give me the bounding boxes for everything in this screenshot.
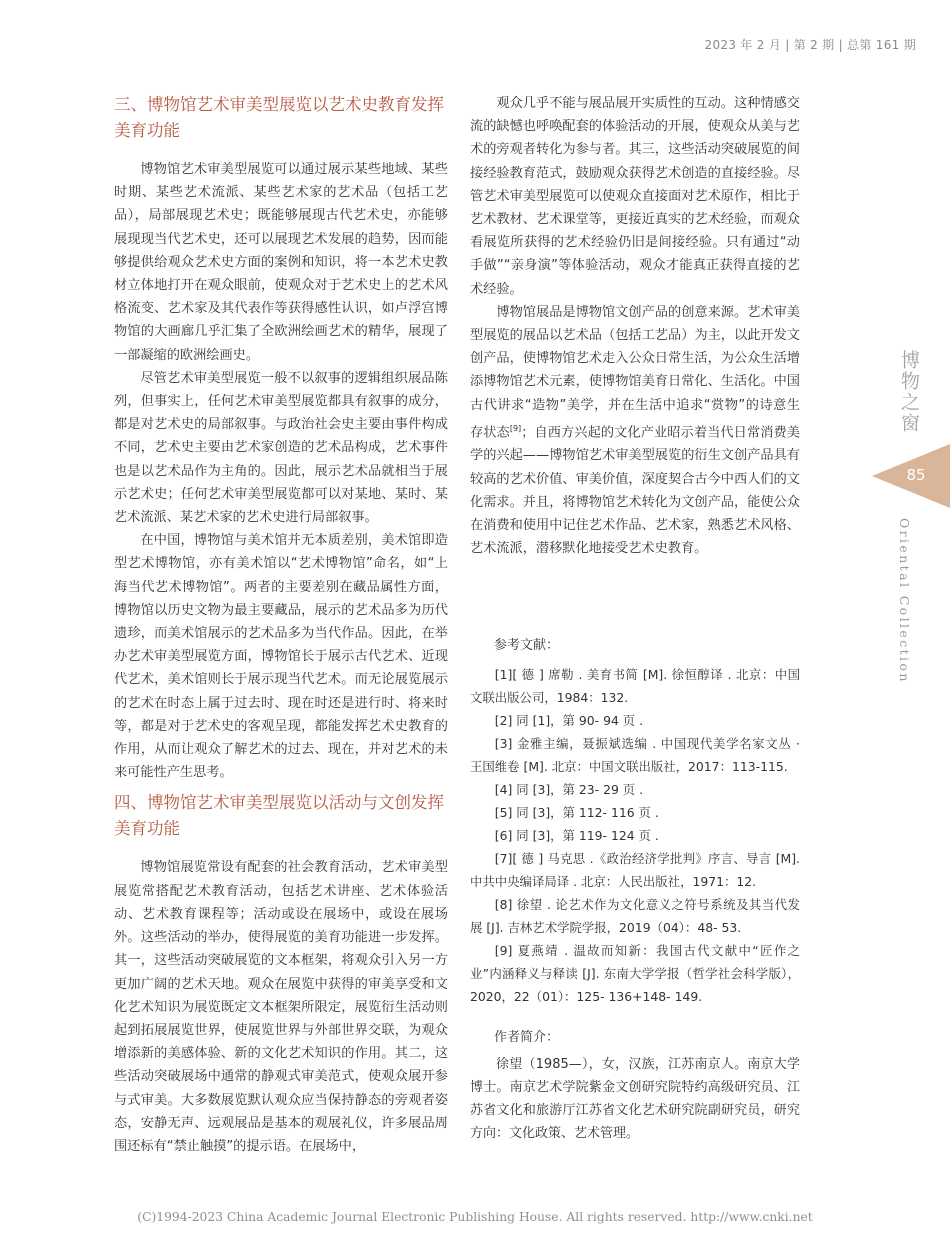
magazine-name-en: Oriental Collection: [897, 518, 912, 684]
section-4-title: 四、博物馆艺术审美型展览以活动与文创发挥美育功能: [114, 793, 444, 839]
reference-item: [5] 同 [3]，第 112- 116 页 .: [494, 805, 659, 821]
author-bio-title: 作者简介：: [494, 1030, 560, 1046]
reference-list: [470, 663, 800, 1008]
reference-item: [7][ 德 ] 马克思 .《政治经济学批判》序言、导言 [M]. 中共中央编译局译 . 北京：人民出版社，1971：12.: [470, 851, 800, 890]
paragraph: [470, 301, 800, 561]
paragraph: 观众几乎不能与展品展开实质性的互动。这种情感交流的缺憾也呼唤配套的体验活动的开展，使观众从美与艺术的旁观者转化为参与者。其三，这些活动突破展览的间接经验教育范式，鼓励观众获得艺术创造的直接经验。尽管艺术审美型展览可以使观众直接面对艺术原作，相比于艺术教材、艺术课堂等，更接近真实的艺术经验，而观众看展览所获得的艺术经验仍旧是间接经验。只有通过“动手做”“亲身演”等体验活动，观众才能真正获得直接的艺术经验。: [470, 96, 800, 297]
references-title: 参考文献：: [494, 638, 560, 654]
issue-header: 2023 年 2 月 | 第 2 期 | 总第 161 期: [704, 38, 916, 52]
magazine-name-cn: 博物之窗: [898, 350, 920, 434]
paragraph-text: 博物馆展品是博物馆文创产品的创意来源。艺术审美型展览的展品以艺术品（包括工艺品）为主，以此开发文创产品，使博物馆艺术走入公众日常生活，为公众生活增添博物馆艺术元素，使博物馆美育日常化、生活化。中国古代讲求“造物”美学，并在生活中追求“赏物”的诗意生存状态: [470, 304, 800, 441]
section-3-title: 三、博物馆艺术审美型展览以艺术史教育发挥美育功能: [114, 95, 444, 140]
citation-marker: [9]: [509, 423, 522, 433]
paragraph-text: ；自西方兴起的文化产业昭示着当代日常消费美学的兴起——博物馆艺术审美型展览的衍生文创产品具有较高的艺术价值、审美价值，深度契合古今中西人们的文化需求。并且，将博物馆艺术转化为文创产品，能使公众在消费和使用中记住艺术作品、艺术家，熟悉艺术风格、艺术流派，潜移默化地接受艺术史教育。: [470, 425, 800, 557]
copyright-footer: (C)1994-2023 China Academic Journal Electronic Publishing House. All rights reserved. http://www.cnki.net: [137, 1210, 813, 1224]
reference-item: [4] 同 [3]，第 23- 29 页 .: [494, 782, 644, 798]
page-number: 85: [906, 466, 926, 484]
right-column: [470, 92, 800, 1145]
left-column: [114, 92, 448, 1158]
reference-item: [3] 金雅主编，聂振斌选编 . 中国现代美学名家文丛 · 王国维卷 [M]. 北京：中国文联出版社，2017：113-115.: [470, 736, 800, 775]
paragraph: 博物馆展览常设有配套的社会教育活动，艺术审美型展览常搭配艺术教育活动，包括艺术讲座、艺术体验活动、艺术教育课程等；活动或设在展场中，或设在展场外。这些活动的举办，使得展览的美育功能进一步发挥。其一，这些活动突破展览的文本框架，将观众引入另一方更加广阔的艺术天地。观众在展览中获得的审美享受和文化艺术知识为展览既定文本框架所限定，展览衍生活动则起到拓展展览世界，使展览世界与外部世界交联，为观众增添新的美感体验、新的文化艺术知识的作用。其二，这些活动突破展场中通常的静观式审美范式，使观众展开参与式审美。大多数展览默认观众应当保持静态的旁观者姿态，安静无声、远观展品是基本的观展礼仪，许多展品周围还标有“禁止触摸”的提示语。在展场中，: [114, 860, 448, 1154]
paragraph: 博物馆艺术审美型展览可以通过展示某些地域、某些时期、某些艺术流派、某些艺术家的艺术品（包括工艺品），局部展现艺术史；既能够展现古代艺术史，亦能够展现现当代艺术史，还可以展现艺术发展的趋势，因而能够提供给观众艺术史方面的案例和知识，将一本艺术史教材立体地打开在观众眼前，使观众对于艺术史上的艺术风格流变、艺术家及其代表作等获得感性认识，如卢浮宫博物馆的大画廊几乎汇集了全欧洲绘画艺术的精华，展现了一部凝缩的欧洲绘画史。: [114, 162, 448, 363]
reference-item: [6] 同 [3]，第 119- 124 页 .: [494, 828, 659, 844]
paragraph: 在中国，博物馆与美术馆并无本质差别，美术馆即造型艺术博物馆，亦有美术馆以“艺术博物馆”命名，如“上海当代艺术博物馆”。两者的主要差别在藏品属性方面，博物馆以历史文物为最主要藏品，展示的艺术品多为历代遗珍，而美术馆展示的艺术品多为当代作品。因此，在举办艺术审美型展览方面，博物馆长于展示古代艺术、近现代艺术，美术馆则长于展示现当代艺术。而无论展览展示的艺术在时态上属于过去时、现在时还是进行时、将来时等，都是对于艺术史的客观呈现，都能发挥艺术史教育的作用，从而让观众了解艺术的过去、现在，并对艺术的未来可能性产生思考。: [114, 533, 448, 781]
reference-item: [2] 同 [1]，第 90- 94 页 .: [494, 713, 644, 729]
reference-item: [1][ 德 ] 席勒 . 美育书简 [M]. 徐恒醇译 . 北京：中国文联出版公司，1984：132.: [470, 667, 800, 706]
reference-item: [8] 徐望 . 论艺术作为文化意义之符号系统及其当代发展 [J]. 吉林艺术学院学报，2019（04）：48- 53.: [470, 897, 800, 936]
paragraph: 尽管艺术审美型展览一般不以叙事的逻辑组织展品陈列，但事实上，任何艺术审美型展览都具有叙事的成分，都是对艺术史的局部叙事。与政治社会史主要由事件构成不同，艺术史主要由艺术家创造的艺术品构成，艺术事件也是以艺术品作为主角的。因此，展示艺术品就相当于展示艺术史；任何艺术审美型展览都可以对某地、某时、某艺术流派、某艺术家的艺术史进行局部叙事。: [114, 370, 448, 526]
reference-item: [9] 夏燕靖 . 温故而知新：我国古代文献中“匠作之业”内涵释义与释读 [J]. 东南大学学报（哲学社会科学版），2020，22（01）：125- 136+148- 149.: [470, 943, 800, 1005]
author-bio: 徐望（1985—），女，汉族，江苏南京人。南京大学博士。南京艺术学院紫金文创研究院特约高级研究员、江苏省文化和旅游厅江苏省文化艺术研究院副研究员，研究方向：文化政策、艺术管理。: [470, 1057, 800, 1142]
